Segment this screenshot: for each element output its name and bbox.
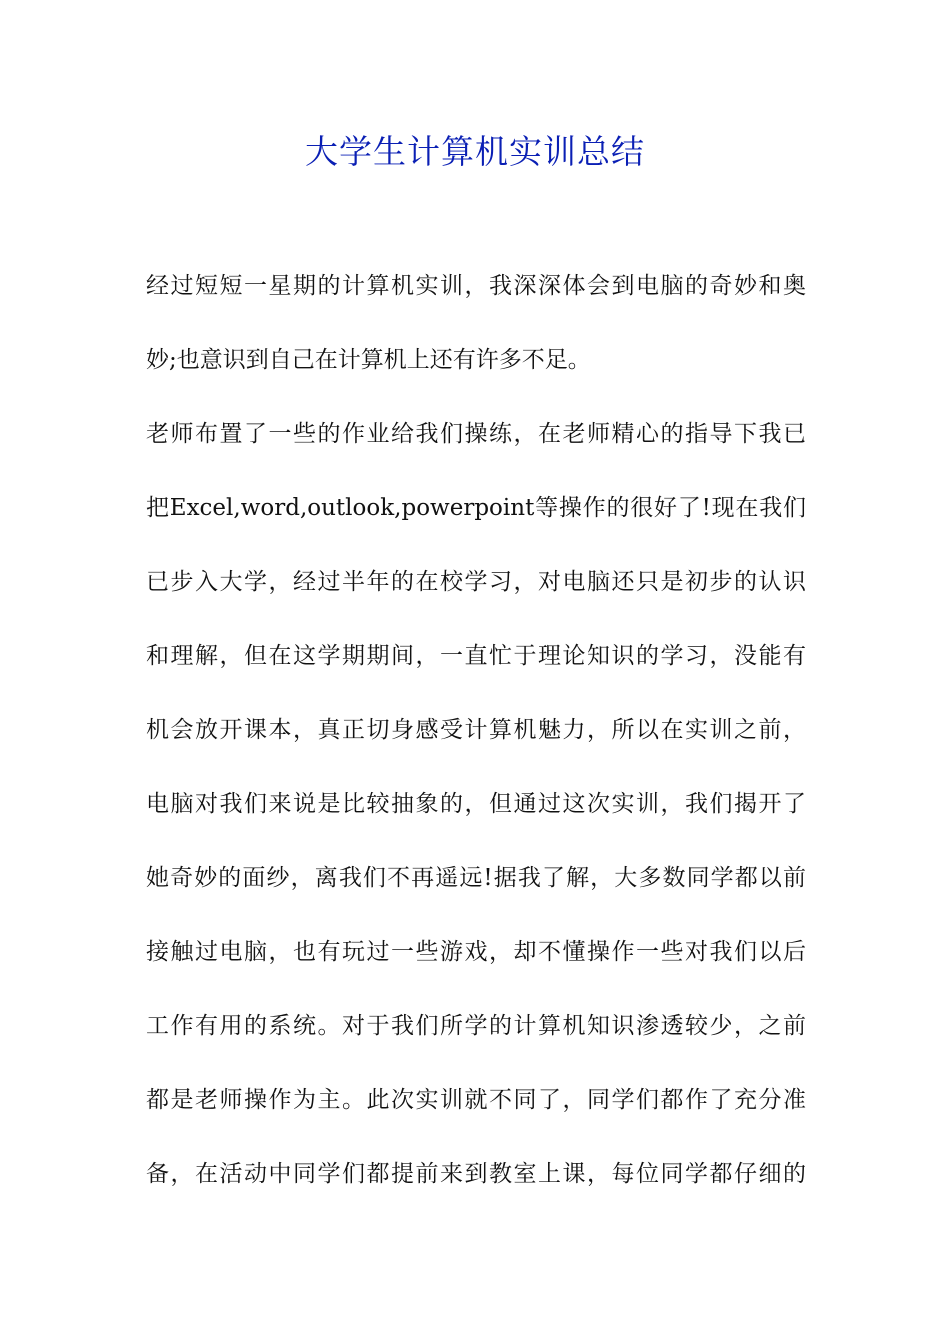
text-line: 老师布置了一些的作业给我们操练，在老师精心的指导下我已 [146,421,806,447]
text-line: 经过短短一星期的计算机实训，我深深体会到电脑的奇妙和奥 [146,273,806,299]
text-line: 电脑对我们来说是比较抽象的，但通过这次实训，我们揭开了 [146,791,806,817]
text-line: 和理解，但在这学期期间，一直忙于理论知识的学习，没能有 [146,643,806,669]
text-line: 都是老师操作为主。此次实训就不同了，同学们都作了充分准 [146,1087,806,1113]
text-line: 接触过电脑，也有玩过一些游戏，却不懂操作一些对我们以后 [146,939,806,965]
text-line: 她奇妙的面纱，离我们不再遥远!据我了解，大多数同学都以前 [146,865,806,891]
text-line: 妙;也意识到自己在计算机上还有许多不足。 [146,347,591,373]
text-line: 已步入大学，经过半年的在校学习，对电脑还只是初步的认识 [146,569,806,595]
text-line: 机会放开课本，真正切身感受计算机魅力，所以在实训之前， [146,717,806,743]
document-title: 大学生计算机实训总结 [305,132,645,171]
text-line: 工作有用的系统。对于我们所学的计算机知识渗透较少，之前 [146,1013,806,1039]
text-line: 把Excel,word,outlook,powerpoint等操作的很好了!现在我们 [146,495,806,521]
text-line: 备，在活动中同学们都提前来到教室上课，每位同学都仔细的 [146,1161,806,1187]
document-body [146,262,806,1224]
